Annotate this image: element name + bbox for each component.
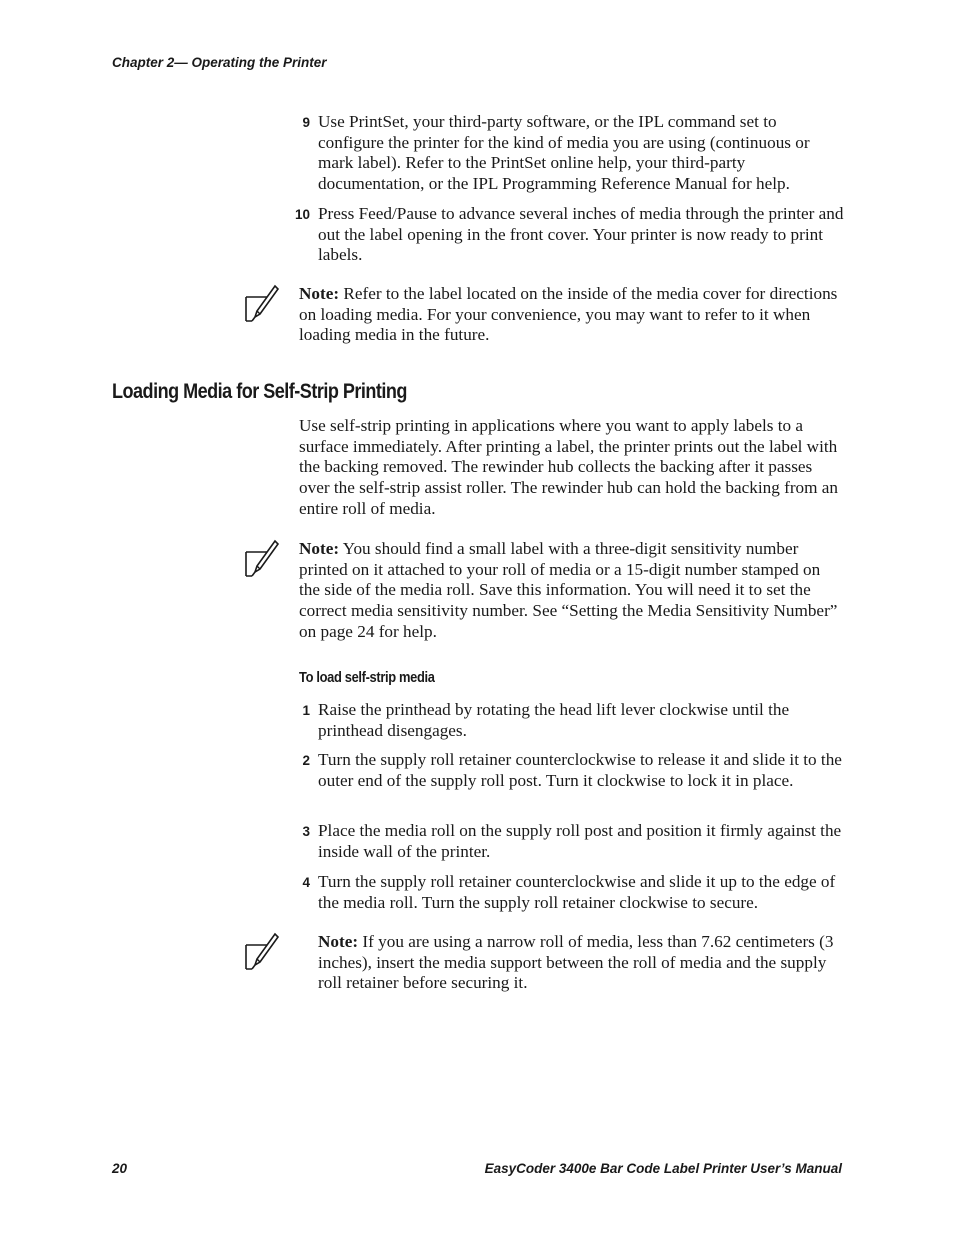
step-text: Turn the supply roll retainer counterclockwise and slide it up to the edge of the media roll. Turn the supply roll retainer clockwise to secure. bbox=[318, 872, 836, 912]
note-block bbox=[299, 284, 844, 346]
manual-title: EasyCoder 3400e Bar Code Label Printer User’s Manual bbox=[484, 1161, 842, 1176]
note-pencil-icon bbox=[243, 283, 279, 323]
step-number: 3 bbox=[302, 824, 310, 839]
note-text: If you are using a narrow roll of media, less than 7.62 centimeters (3 inches), insert the media support between the roll of media and the supply roll retainer before securing it. bbox=[318, 932, 834, 993]
step-number: 2 bbox=[302, 753, 310, 768]
running-header: Chapter 2— Operating the Printer bbox=[112, 55, 327, 70]
step-text: Use PrintSet, your third-party software, or the IPL command set to configure the printer for the kind of media you are using (continuous or mark label). Refer to the PrintSet online help, your third-party documentation, or the IPL Programming Reference Manual for help. bbox=[318, 112, 810, 194]
note-pencil-icon bbox=[243, 931, 279, 971]
section-heading: Loading Media for Self-Strip Printing bbox=[112, 380, 407, 403]
step-number: 10 bbox=[294, 207, 310, 222]
note-text: You should find a small label with a three-digit sensitivity number printed on it attached to your roll of media or a 15-digit number stamped on the side of the media roll. Save this information. You will need it to set the correct media sensitivity number. See “Setting the Media Sensitivity Number” on page 24 for help. bbox=[299, 539, 838, 641]
step-number: 1 bbox=[302, 703, 310, 718]
step-text: Press Feed/Pause to advance several inches of media through the printer and out the label opening in the front cover. Your printer is now ready to print labels. bbox=[318, 204, 844, 265]
note-pencil-icon bbox=[243, 538, 279, 578]
step-text: Turn the supply roll retainer counterclockwise to release it and slide it to the outer end of the supply roll post. Turn it clockwise to lock it in place. bbox=[318, 750, 842, 790]
section-intro: Use self-strip printing in applications where you want to apply labels to a surface immediately. After printing a label, the printer prints out the label with the backing removed. The rewinder hub collects the backing after it passes over the self-strip assist roller. The rewinder hub can hold the backing from an entire roll of media. bbox=[299, 416, 839, 518]
page-number: 20 bbox=[112, 1161, 128, 1176]
note-block bbox=[318, 932, 844, 994]
step-1 bbox=[285, 700, 845, 741]
step-text: Place the media roll on the supply roll post and position it firmly against the inside wall of the printer. bbox=[318, 821, 842, 861]
step-3 bbox=[285, 821, 845, 862]
step-text: Raise the printhead by rotating the head lift lever clockwise until the printhead disengages. bbox=[318, 700, 790, 740]
step-9 bbox=[285, 112, 845, 195]
note-label: Note: bbox=[318, 932, 359, 951]
note-label: Note: bbox=[299, 284, 340, 303]
note-block bbox=[299, 539, 844, 643]
note-text: Refer to the label located on the inside of the media cover for directions on loading media. For your convenience, you may want to refer to it when loading media in the future. bbox=[299, 284, 838, 345]
step-10 bbox=[285, 204, 845, 266]
step-number: 9 bbox=[302, 115, 310, 130]
step-4 bbox=[285, 872, 845, 913]
procedure-heading: To load self-strip media bbox=[299, 669, 435, 686]
step-number: 4 bbox=[302, 875, 310, 890]
step-2 bbox=[285, 750, 845, 791]
note-label: Note: bbox=[299, 539, 340, 558]
